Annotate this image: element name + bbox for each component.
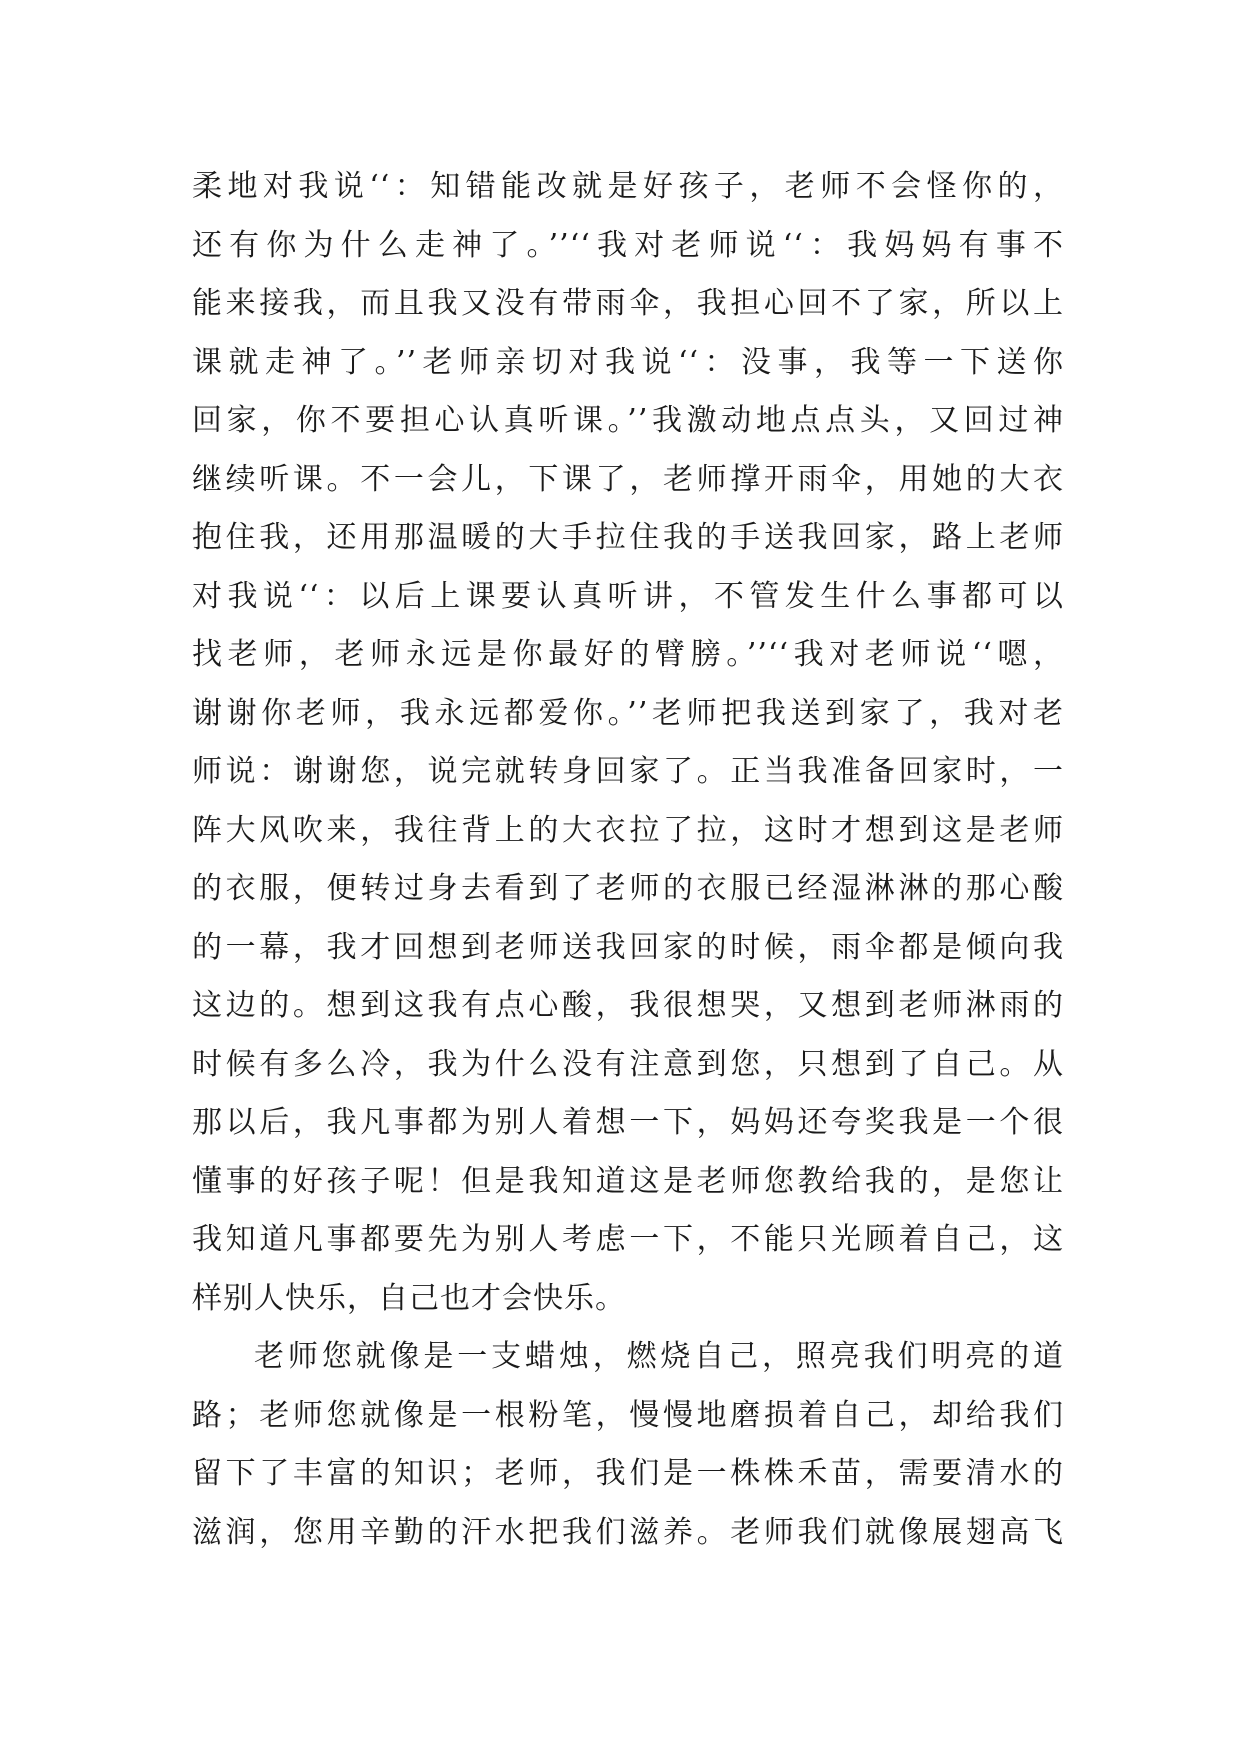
text-line: 能来接我，而且我又没有带雨伞，我担心回不了家，所以上 [192, 286, 1064, 321]
text-line: 课就走神了。’’老师亲切对我说‘‘：没事，我等一下送你 [192, 344, 1064, 380]
document-body [192, 158, 1064, 1562]
text-line: 抱住我，还用那温暖的大手拉住我的手送我回家，路上老师 [192, 520, 1064, 555]
text-line: 留下了丰富的知识；老师，我们是一株株禾苗，需要清水的 [192, 1456, 1064, 1491]
text-line: 路；老师您就像是一根粉笔，慢慢地磨损着自己，却给我们 [192, 1397, 1064, 1433]
text-line: 老师您就像是一支蜡烛，燃烧自己，照亮我们明亮的道 [254, 1339, 1064, 1374]
text-line: 我知道凡事都要先为别人考虑一下，不能只光顾着自己，这 [192, 1222, 1064, 1257]
paragraph-1 [192, 158, 1064, 1328]
text-line: 对我说‘‘：以后上课要认真听讲，不管发生什么事都可以 [192, 578, 1064, 614]
paragraph-2 [192, 1328, 1064, 1562]
text-line: 找老师，老师永远是你最好的臂膀。’’‘‘我对老师说‘‘嗯， [192, 637, 1064, 672]
text-line: 谢谢你老师，我永远都爱你。’’老师把我送到家了，我对老 [192, 695, 1064, 731]
text-line: 样别人快乐，自己也才会快乐。 [192, 1280, 626, 1316]
text-line: 师说：谢谢您，说完就转身回家了。正当我准备回家时，一 [192, 754, 1064, 789]
text-line: 继续听课。不一会儿，下课了，老师撑开雨伞，用她的大衣 [192, 461, 1064, 497]
text-line: 懂事的好孩子呢！但是我知道这是老师您教给我的，是您让 [192, 1163, 1064, 1199]
text-line: 的一幕，我才回想到老师送我回家的时候，雨伞都是倾向我 [192, 929, 1064, 965]
text-line: 那以后，我凡事都为别人着想一下，妈妈还夸奖我是一个很 [192, 1105, 1064, 1140]
text-line: 柔地对我说‘‘：知错能改就是好孩子，老师不会怪你的， [192, 169, 1064, 204]
text-line: 这边的。想到这我有点心酸，我很想哭，又想到老师淋雨的 [192, 988, 1064, 1023]
text-line: 时候有多么冷，我为什么没有注意到您，只想到了自己。从 [192, 1046, 1064, 1082]
text-line: 滋润，您用辛勤的汗水把我们滋养。老师我们就像展翅高飞 [192, 1514, 1064, 1550]
text-line: 回家，你不要担心认真听课。’’我激动地点点头，又回过神 [192, 403, 1064, 438]
text-line: 还有你为什么走神了。’’‘‘我对老师说‘‘：我妈妈有事不 [192, 227, 1064, 263]
text-line: 阵大风吹来，我往背上的大衣拉了拉，这时才想到这是老师 [192, 812, 1064, 848]
text-line: 的衣服，便转过身去看到了老师的衣服已经湿淋淋的那心酸 [192, 871, 1064, 906]
